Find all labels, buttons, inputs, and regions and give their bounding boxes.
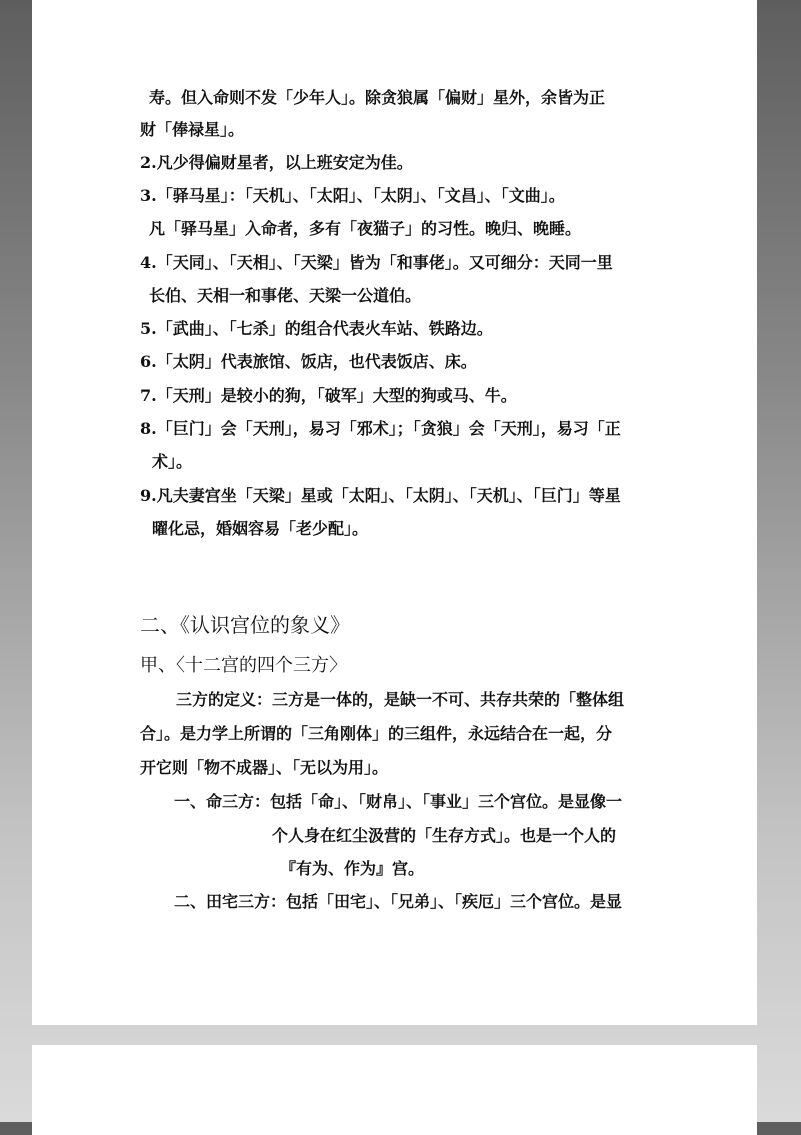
paragraph-line: 『有为、作为』宫。 (280, 859, 425, 878)
section-heading: 二、《认识宫位的象义》 (140, 613, 350, 637)
text-line: 术」。 (152, 452, 193, 471)
text-line: 4.「天同」、「天相」、「天梁」皆为「和事佬」。又可细分：天同一里 (140, 253, 613, 272)
text-line: 8.「巨门」会「天刑」，易习「邪术」；「贪狼」会「天刑」，易习「正 (140, 419, 621, 438)
paragraph-line: 三方的定义：三方是一体的，是缺一不可、共存共荣的「整体组 (176, 690, 625, 709)
text-line: 6.「太阴」代表旅馆、饭店，也代表饭店、床。 (140, 352, 477, 371)
document-page-1 (32, 0, 757, 1025)
section-subheading: 甲、〈十二宫的四个三方〉 (140, 655, 347, 676)
paragraph-line: 二、田宅三方：包括「田宅」、「兄弟」、「疾厄」三个宫位。是显 (174, 892, 623, 911)
text-line: 财「俸禄星」。 (140, 120, 245, 139)
text-line: 长伯、天相一和事佬、天梁一公道伯。 (149, 286, 422, 305)
text-line: 凡「驿马星」入命者，多有「夜猫子」的习性。晚归、晚睡。 (149, 219, 582, 238)
paragraph-line: 个人身在红尘汲营的「生存方式」。也是一个人的 (272, 826, 617, 845)
text-line: 7.「天刑」是较小的狗，「破军」大型的狗或马、牛。 (140, 386, 517, 405)
text-line: 寿。但入命则不发「少年人」。除贪狼属「偏财」星外，余皆为正 (149, 88, 606, 107)
text-line: 5.「武曲」、「七杀」的组合代表火车站、铁路边。 (140, 319, 493, 338)
text-line: 3.「驿马星」：「天机」、「太阳」、「太阴」、「文昌」、「文曲」。 (140, 186, 565, 205)
text-line: 9.凡夫妻宫坐「天梁」星或「太阳」、「太阴」、「天机」、「巨门」等星 (140, 486, 621, 505)
paragraph-line: 一、命三方：包括「命」、「财帛」、「事业」三个宫位。是显像一 (174, 792, 623, 811)
paragraph-line: 开它则「物不成器」、「无以为用」。 (140, 758, 389, 777)
text-line: 曜化忌，婚姻容易「老少配」。 (152, 519, 369, 538)
paragraph-line: 合」。是力学上所谓的「三角刚体」的三组件，永远结合在一起，分 (140, 724, 613, 743)
text-line: 2.凡少得偏财星者，以上班安定为佳。 (140, 153, 413, 172)
